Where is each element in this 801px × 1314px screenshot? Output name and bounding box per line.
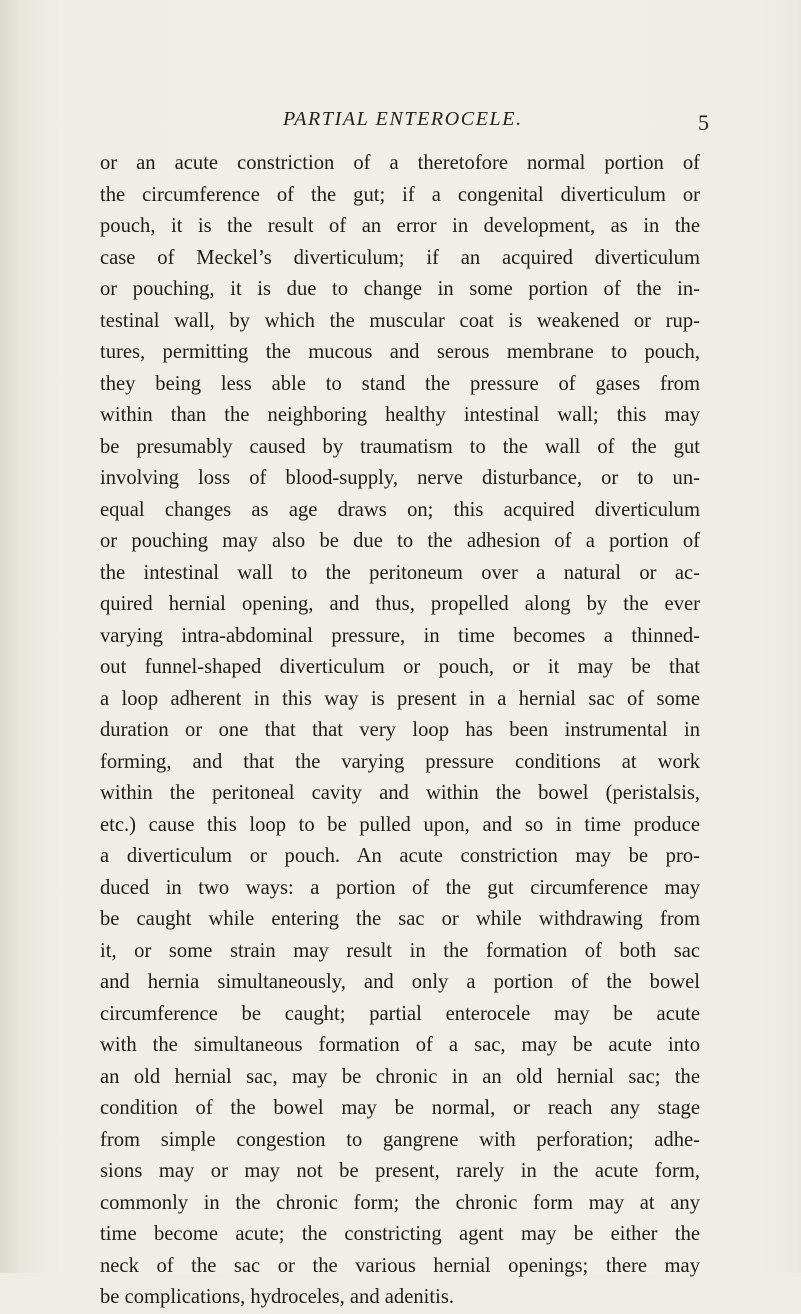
text-line: or an acute constriction of a theretofore normal portion of	[100, 152, 700, 174]
text-line: within than the neighboring healthy intestinal wall; this may	[100, 404, 700, 426]
text-line: and hernia simultaneously, and only a portion of the bowel	[100, 971, 700, 993]
text-line: the circumference of the gut; if a congenital diverticulum or	[100, 183, 700, 206]
text-line: with the simultaneous formation of a sac, may be acute into	[100, 1034, 700, 1056]
text-line: testinal wall, by which the muscular coat is weakened or rup-	[100, 309, 700, 332]
text-line: they being less able to stand the pressure of gases from	[100, 372, 700, 395]
text-line: a loop adherent in this way is present in a hernial sac of some	[100, 687, 700, 710]
text-line: duration or one that that very loop has been instrumental in	[100, 719, 700, 741]
text-line: be caught while entering the sac or while withdrawing from	[100, 908, 700, 930]
text-line: time become acute; the constricting agent may be either the	[100, 1223, 700, 1245]
text-line: neck of the sac or the various hernial openings; there may	[100, 1254, 700, 1277]
text-line: within the peritoneal cavity and within the bowel (peristalsis,	[100, 782, 700, 804]
text-line: be presumably caused by traumatism to the wall of the gut	[100, 435, 700, 458]
text-line: quired hernial opening, and thus, propelled along by the ever	[100, 593, 700, 615]
page-number: 5	[698, 110, 709, 135]
text-line: equal changes as age draws on; this acquired diverticulum	[100, 498, 700, 521]
text-line: sions may or may not be present, rarely in the acute form,	[100, 1160, 700, 1182]
text-line: involving loss of blood-supply, nerve disturbance, or to un-	[100, 467, 700, 489]
text-line: be complications, hydroceles, and adenitis.	[100, 1286, 454, 1308]
text-line: circumference be caught; partial enterocele may be acute	[100, 1002, 700, 1025]
text-line: from simple congestion to gangrene with perforation; adhe-	[100, 1128, 700, 1151]
text-line: duced in two ways: a portion of the gut circumference may	[100, 876, 700, 899]
running-head: PARTIAL ENTEROCELE.	[283, 108, 523, 130]
text-line: condition of the bowel may be normal, or reach any stage	[100, 1097, 700, 1119]
text-line: the intestinal wall to the peritoneum over a natural or ac-	[100, 561, 700, 584]
body-text	[100, 148, 700, 1314]
text-line: pouch, it is the result of an error in development, as in the	[100, 215, 700, 237]
text-line: tures, permitting the mucous and serous membrane to pouch,	[100, 341, 700, 363]
text-line: etc.) cause this loop to be pulled upon, and so in time produce	[100, 813, 700, 836]
text-line: commonly in the chronic form; the chronic form may at any	[100, 1191, 700, 1214]
text-line: or pouching may also be due to the adhesion of a portion of	[100, 530, 700, 552]
text-line: forming, and that the varying pressure conditions at work	[100, 750, 700, 773]
text-line: an old hernial sac, may be chronic in an old hernial sac; the	[100, 1065, 700, 1088]
text-line: case of Meckel’s diverticulum; if an acquired diverticulum	[100, 246, 700, 269]
text-line: it, or some strain may result in the formation of both sac	[100, 939, 700, 962]
text-line: a diverticulum or pouch. An acute constriction may be pro-	[100, 845, 700, 867]
text-line: out funnel-shaped diverticulum or pouch, or it may be that	[100, 656, 700, 678]
text-line: or pouching, it is due to change in some portion of the in-	[100, 278, 700, 300]
text-line: varying intra-abdominal pressure, in time becomes a thinned-	[100, 624, 700, 647]
